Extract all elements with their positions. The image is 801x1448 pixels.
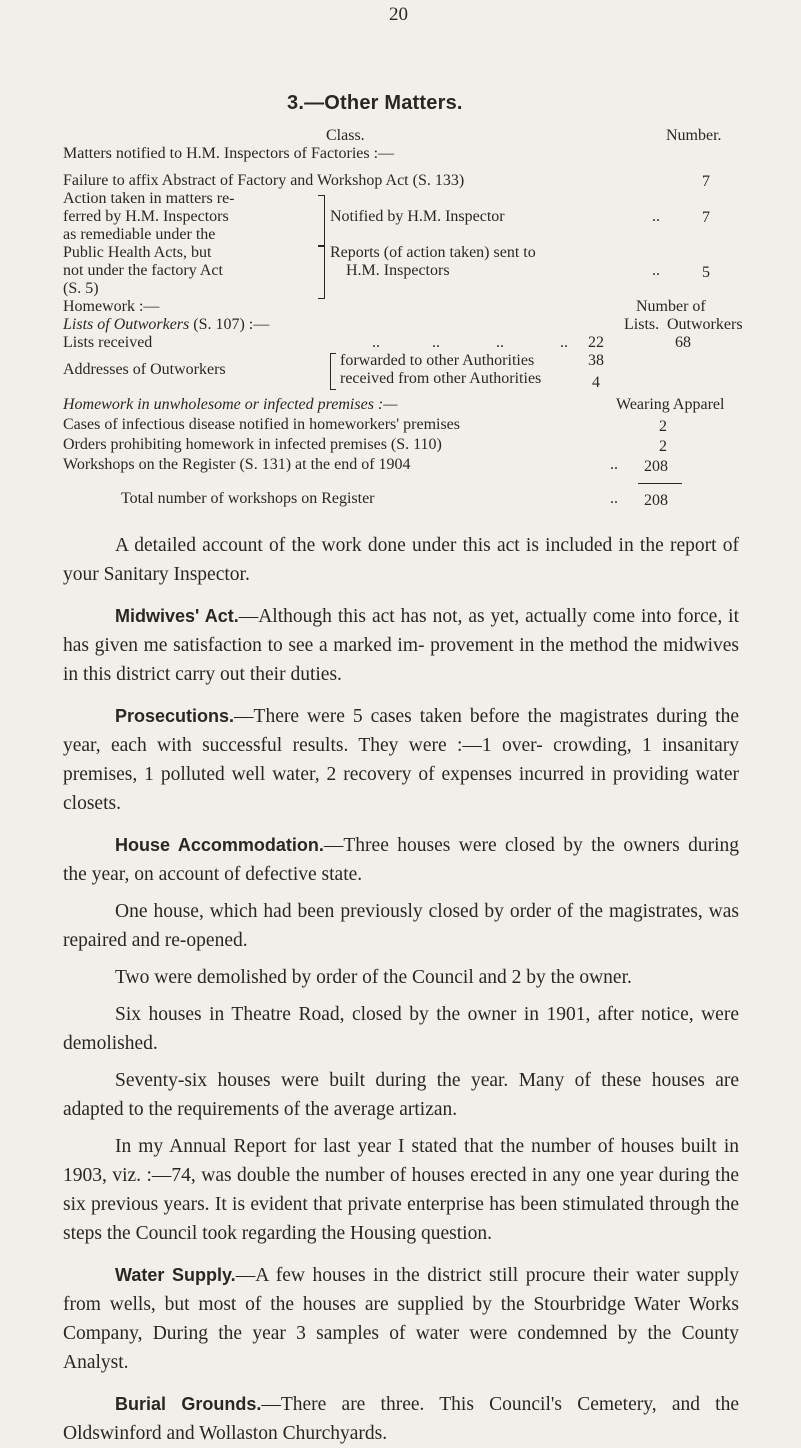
- action-line-6: (S. 5): [63, 280, 99, 297]
- workshops-label: Workshops on the Register (S. 131) at the end of 1904: [63, 456, 411, 473]
- water-text: —A few houses in the district still procure their water supply from wells, but most of the houses are supplied by the Stourbridge Water Works Company, During the year 3 samples of water were condemned by the County Analyst.: [63, 1265, 739, 1373]
- action-brace-upper: [318, 195, 325, 247]
- wearing-apparel-header: Wearing Apparel: [616, 396, 725, 413]
- total-rule: [638, 483, 682, 484]
- notified-value: 7: [702, 209, 710, 226]
- paragraph-prosecutions: [63, 702, 739, 818]
- house-heading: House Accommodation.: [115, 835, 324, 855]
- lists-received-label: Lists received: [63, 334, 153, 351]
- burial-heading: Burial Grounds.: [115, 1394, 262, 1414]
- house-text: —Three houses were closed by the owners during the year, on account of defective state.: [63, 835, 739, 885]
- workshops-value: 208: [644, 458, 668, 475]
- paragraph-seventy-six: Seventy-six houses were built during the year. Many of these houses are adapted to the requirements of the average artizan.: [63, 1070, 739, 1120]
- dots-1: ..: [372, 334, 380, 351]
- cases-label: Cases of infectious disease notified in homeworkers' premises: [63, 416, 461, 433]
- action-line-1: Action taken in matters re-: [63, 190, 235, 207]
- prosecutions-text: —There were 5 cases taken before the magistrates during the year, each with successful results. They were :—1 over- crowding, 1 insanitary premises, 1 polluted well water, 2 recovery of expenses incurred in providing water closets.: [63, 706, 739, 814]
- paragraph-burial: [63, 1390, 739, 1448]
- dots-3: ..: [496, 334, 504, 351]
- cases-value: 2: [659, 418, 667, 435]
- action-line-3: as remediable under the: [63, 226, 216, 243]
- lists-of-outworkers-line: [63, 315, 269, 335]
- midwives-text: —Although this act has not, as yet, actually come into force, it has given me satisfaction to see a marked im- provement in the method the midwives in this district carry out their duties.: [63, 606, 739, 685]
- orders-value: 2: [659, 438, 667, 455]
- paragraph-one-house: One house, which had been previously closed by order of the magistrates, was repaired and re-opened.: [63, 901, 739, 951]
- addresses-brace-top: [330, 353, 336, 372]
- forwarded-value: 38: [588, 352, 604, 369]
- reports-value: 5: [702, 264, 710, 281]
- failure-value: 7: [702, 173, 710, 190]
- paragraph-midwives: [63, 602, 739, 689]
- paragraph-annual-report: In my Annual Report for last year I stated that the number of houses built in 1903, viz. :—74, was double the number of houses erected in any one year during the six previous years. It is evident that private enterprise has been stimulated through the steps the Council took regarding the Housing question.: [63, 1136, 739, 1244]
- total-value: 208: [644, 492, 668, 509]
- reports-line-1: Reports (of action taken) sent to: [330, 244, 536, 261]
- paragraph-six-houses: Six houses in Theatre Road, closed by the owner in 1901, after notice, were demolished.: [63, 1004, 739, 1054]
- notified-label: Notified by H.M. Inspector: [330, 208, 505, 225]
- section-title: 3.—Other Matters.: [287, 92, 463, 114]
- action-line-5: not under the factory Act: [63, 262, 223, 279]
- page-number: 20: [389, 4, 408, 25]
- addresses-label: Addresses of Outworkers: [63, 361, 226, 378]
- lists-of-outworkers-label: Lists of Outworkers: [63, 316, 190, 333]
- lists-column-header: Lists.: [624, 316, 660, 333]
- action-line-4: Public Health Acts, but: [63, 244, 212, 261]
- dots-4: ..: [560, 334, 568, 351]
- class-column-header: Class.: [326, 127, 365, 144]
- reports-line-2: H.M. Inspectors: [346, 262, 450, 279]
- notified-dots: ..: [652, 208, 660, 225]
- reports-dots: ..: [652, 262, 660, 279]
- addresses-brace-bottom: [330, 371, 336, 390]
- workshops-dots: ..: [610, 456, 618, 473]
- action-line-2: ferred by H.M. Inspectors: [63, 208, 229, 225]
- paragraph-house: [63, 831, 739, 889]
- failure-label: Failure to affix Abstract of Factory and Workshop Act (S. 133): [63, 172, 465, 189]
- total-dots: ..: [610, 490, 618, 507]
- lists-of-outworkers-ref: (S. 107) :—: [193, 316, 270, 333]
- paragraph-water: [63, 1261, 739, 1377]
- number-of-label: Number of: [636, 298, 706, 315]
- total-label: Total number of workshops on Register: [121, 490, 375, 507]
- dots-2: ..: [432, 334, 440, 351]
- outworkers-column-header: Outworkers: [667, 316, 743, 333]
- unwholesome-label: Homework in unwholesome or infected premises :—: [63, 396, 398, 413]
- number-column-header: Number.: [666, 127, 722, 144]
- lists-received-lists: 22: [588, 334, 604, 351]
- body-text: [63, 531, 739, 1448]
- factory-intro: Matters notified to H.M. Inspectors of Factories :—: [63, 145, 395, 162]
- paragraph-sanitary: A detailed account of the work done under this act is included in the report of your Sanitary Inspector.: [63, 535, 739, 585]
- action-brace-lower: [318, 245, 325, 299]
- orders-label: Orders prohibiting homework in infected premises (S. 110): [63, 436, 442, 453]
- paragraph-two-demolished: Two were demolished by order of the Council and 2 by the owner.: [115, 967, 632, 988]
- midwives-heading: Midwives' Act.: [115, 606, 239, 626]
- forwarded-label: forwarded to other Authorities: [340, 352, 535, 369]
- prosecutions-heading: Prosecutions.: [115, 706, 235, 726]
- received-label: received from other Authorities: [340, 370, 542, 387]
- lists-received-outworkers: 68: [675, 334, 691, 351]
- homework-heading: Homework :—: [63, 298, 160, 315]
- received-value: 4: [592, 374, 600, 391]
- burial-text: —There are three. This Council's Cemetery, and the Oldswinford and Wollaston Churchyards.: [63, 1394, 740, 1444]
- water-heading: Water Supply.: [115, 1265, 236, 1285]
